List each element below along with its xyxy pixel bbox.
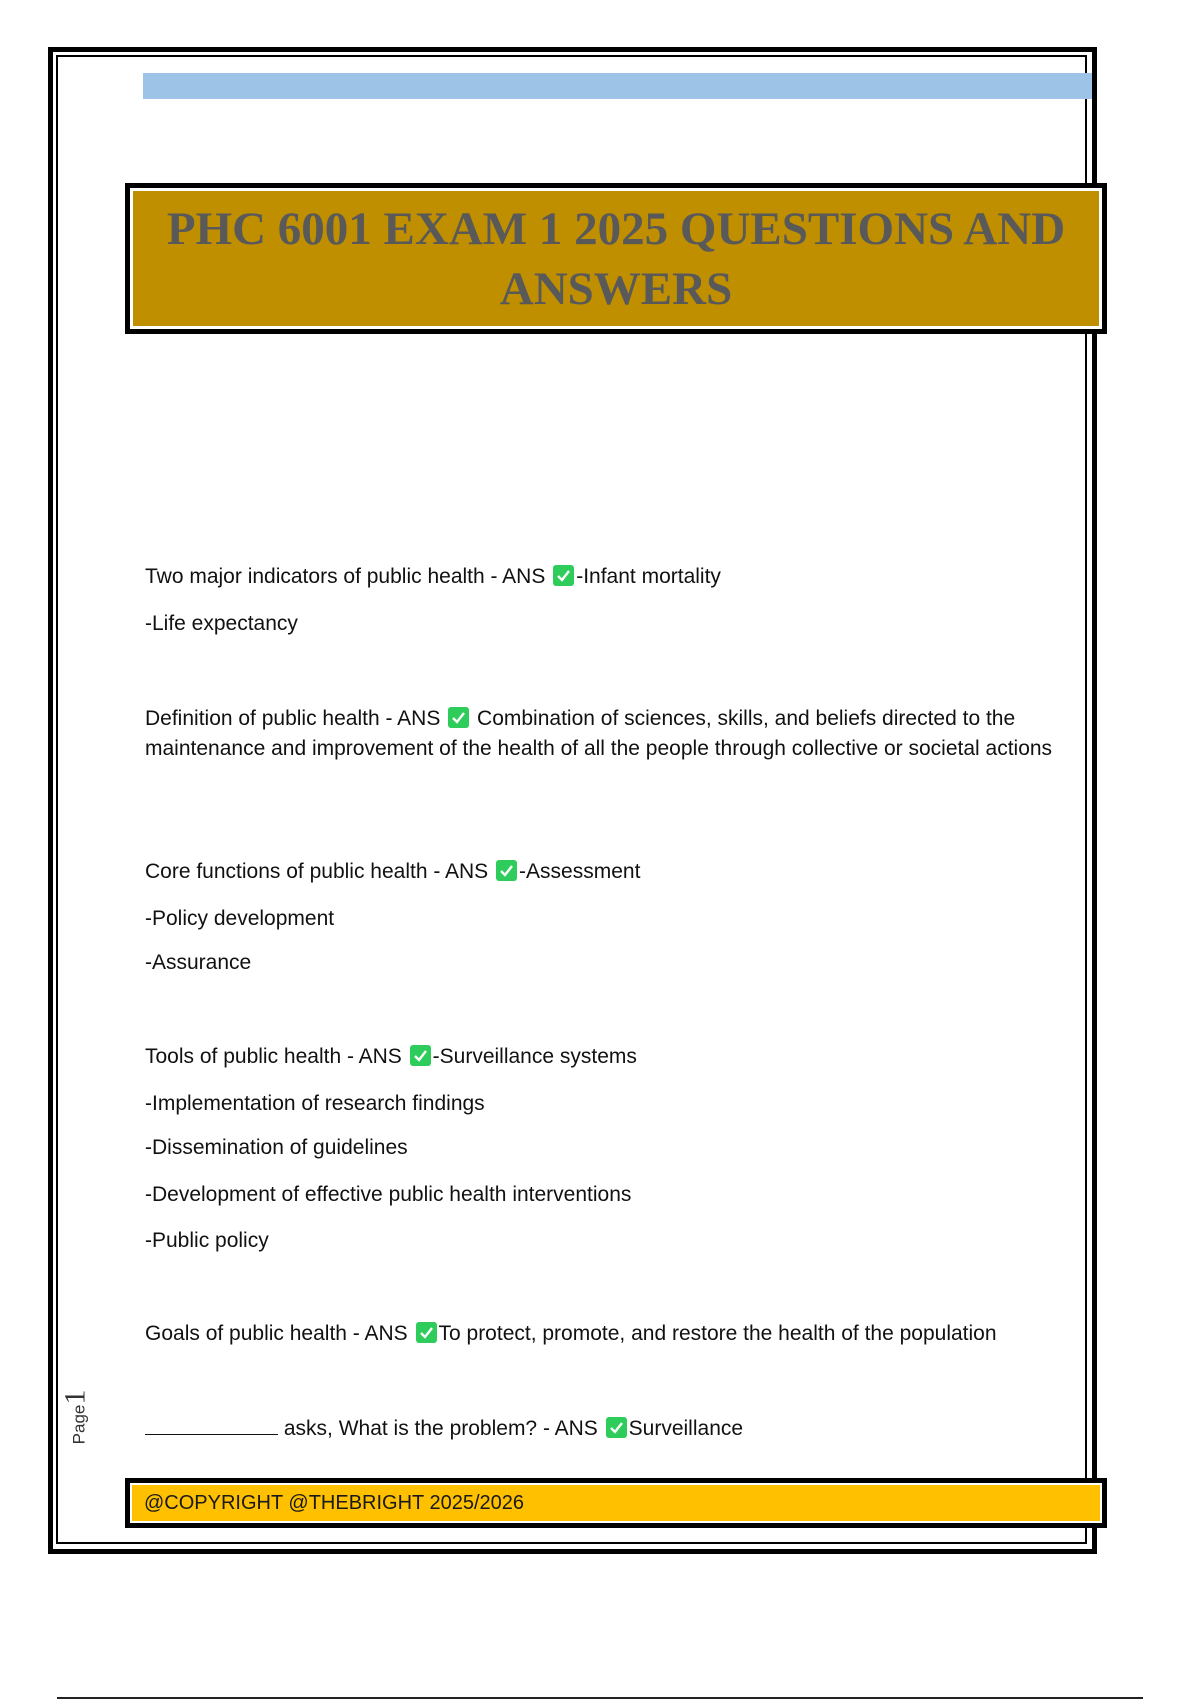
answer-text: -Assessment (519, 860, 641, 883)
header-accent-bar (143, 73, 1092, 99)
answer-line: -Development of effective public health interventions (145, 1183, 632, 1206)
checkmark-icon (410, 1045, 431, 1066)
answer-text: -Infant mortality (576, 565, 721, 588)
qa-item-3 (145, 857, 1075, 887)
answer-text: To protect, promote, and restore the health of the population (438, 1322, 997, 1345)
footer-banner-inner (130, 1483, 1102, 1523)
qa-item-4 (145, 1042, 1075, 1072)
question-text: Definition of public health - ANS (145, 707, 441, 730)
answer-line: -Dissemination of guidelines (145, 1136, 408, 1159)
page-number: 1 (58, 1389, 92, 1405)
answer-line: -Public policy (145, 1229, 269, 1252)
question-text: Goals of public health - ANS (145, 1322, 408, 1345)
checkmark-icon (606, 1417, 627, 1438)
answer-text: -Surveillance systems (432, 1045, 637, 1068)
title-banner (125, 183, 1107, 334)
question-text: Two major indicators of public health - ANS (145, 565, 546, 588)
checkmark-icon (496, 860, 517, 881)
question-text: Tools of public health - ANS (145, 1045, 402, 1068)
bottom-divider (57, 1697, 1143, 1699)
qa-item-1 (145, 562, 1075, 592)
question-text: Core functions of public health - ANS (145, 860, 489, 883)
copyright-text: @COPYRIGHT @THEBRIGHT 2025/2026 (144, 1491, 524, 1514)
answer-text: Surveillance (628, 1417, 744, 1440)
page-number-label (58, 1378, 102, 1448)
answer-line: -Assurance (145, 951, 252, 974)
qa-item-5 (145, 1319, 1075, 1349)
answer-line: -Implementation of research findings (145, 1092, 485, 1115)
qa-item-6 (145, 1414, 1075, 1444)
document-title: PHC 6001 EXAM 1 2025 QUESTIONS AND ANSWERS (166, 202, 1066, 315)
qa-item-2 (145, 704, 1075, 764)
answer-line: -Life expectancy (145, 612, 298, 635)
footer-banner (125, 1478, 1107, 1528)
fill-in-blank (145, 1416, 278, 1435)
answer-line: -Policy development (145, 907, 335, 930)
checkmark-icon (448, 707, 469, 728)
page-word: Page (69, 1404, 89, 1445)
title-banner-inner (130, 188, 1102, 329)
checkmark-icon (553, 565, 574, 586)
answer-text: Combination of sciences, skills, and beliefs directed to the maintenance and improvement of the health of all the people through collective or societal actions (145, 707, 1053, 760)
checkmark-icon (416, 1322, 437, 1343)
question-text: asks, What is the problem? - ANS (283, 1417, 598, 1440)
